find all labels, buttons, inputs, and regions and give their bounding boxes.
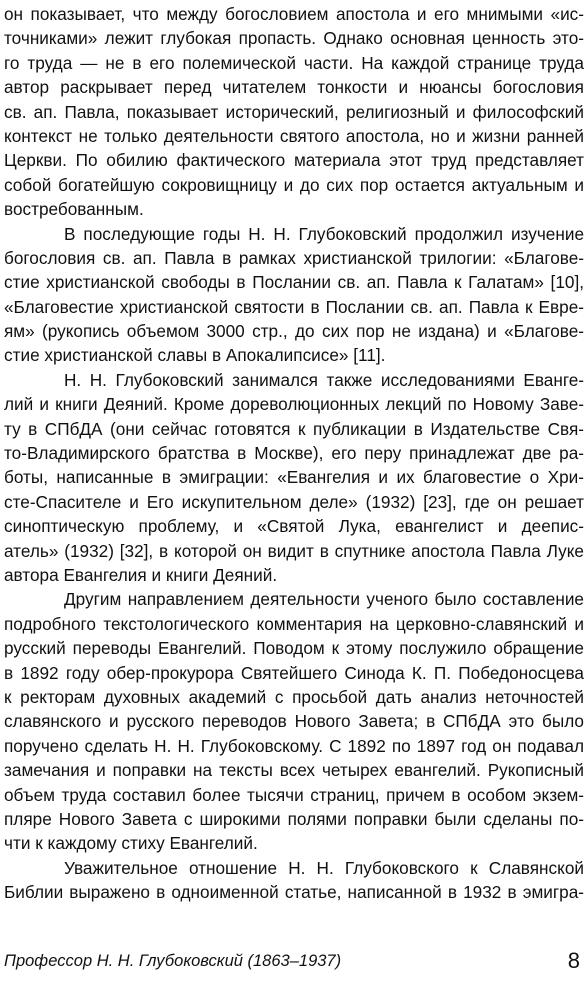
text-line: ту в СПбДА (они сейчас готовятся к публикации в Издательстве Свя- bbox=[4, 418, 584, 439]
text-line: Библии выражено в одноименной статье, написанной в 1932 в эмигра- bbox=[4, 882, 584, 903]
text-line: к ректорам духовных академий с просьбой дать анализ неточностей bbox=[4, 686, 584, 707]
text-line: замечания и поправки на тексты всех четырех евангелий. Рукописный bbox=[4, 760, 584, 781]
text-line: точниками» лежит глубокая пропасть. Однако основная ценность это- bbox=[4, 28, 584, 49]
text-line: ям» (рукопись объемом 3000 стр., до сих пор не издана) и «Благове- bbox=[4, 321, 584, 342]
text-line: синоптическую проблему, и «Святой Лука, евангелист и деепис- bbox=[4, 516, 584, 537]
text-line: объем труда составил более тысячи страниц, причем в особом экзем- bbox=[4, 784, 584, 805]
text-line: в 1892 году обер-прокурора Святейшего Синода К. П. Победоносцева bbox=[4, 662, 584, 683]
text-line: св. ап. Павла, показывает исторический, религиозный и философский bbox=[4, 101, 584, 122]
running-title: Профессор Н. Н. Глубоковский (1863–1937) bbox=[4, 952, 342, 970]
text-line: стие христианской свободы в Послании св. ап. Павла к Галатам» [10], bbox=[4, 272, 584, 293]
text-line: подробного текстологического комментария на церковно-славянский и bbox=[4, 613, 584, 634]
text-line: славянского и русского переводов Нового Завета; в СПбДА это было bbox=[4, 711, 584, 732]
body-text bbox=[4, 2, 584, 904]
page-number: 8 bbox=[567, 948, 580, 973]
page-footer bbox=[4, 950, 580, 978]
text-line: востребованным. bbox=[4, 199, 144, 220]
text-line: го труда — не в его полемической части. На каждой странице труда bbox=[4, 52, 584, 73]
text-line: чти к каждому стиху Евангелий. bbox=[4, 833, 258, 854]
paragraph-first-line: В последующие годы Н. Н. Глубоковский продолжил изучение bbox=[64, 223, 584, 244]
text-line: боты, написанные в эмиграции: «Евангелия и их благовестие о Хри- bbox=[4, 467, 584, 488]
text-line: поручено сделать Н. Н. Глубоковскому. С 1892 по 1897 год он подавал bbox=[4, 735, 584, 756]
text-line: лий и книги Деяний. Кроме дореволюционных лекций по Новому Заве- bbox=[4, 394, 584, 415]
text-line: русский переводы Евангелий. Поводом к этому послужило обращение bbox=[4, 638, 584, 659]
paragraph-first-line: Н. Н. Глубоковский занимался также исследованиями Еванге- bbox=[64, 369, 584, 390]
text-line: то-Владимирского братства в Москве), его перу принадлежат две ра- bbox=[4, 443, 584, 464]
text-line: стие христианской славы в Апокалипсисе» [11]. bbox=[4, 345, 386, 366]
text-line: богословия св. ап. Павла в рамках христианской трилогии: «Благове- bbox=[4, 247, 584, 268]
paragraph-first-line: Другим направлением деятельности ученого было составление bbox=[64, 589, 584, 610]
text-line: пляре Нового Завета с широкими полями поправки были сделаны по- bbox=[4, 808, 584, 829]
text-line: он показывает, что между богословием апостола и его мнимыми «ис- bbox=[4, 4, 584, 24]
paragraph-first-line: Уважительное отношение Н. Н. Глубоковского к Славянской bbox=[64, 857, 584, 878]
text-line: автор раскрывает перед читателем тонкости и нюансы богословия bbox=[4, 77, 584, 98]
text-line: контекст не только деятельности святого апостола, но и жизни ранней bbox=[4, 125, 584, 146]
text-line: «Благовестие христианской святости в Послании св. ап. Павла к Евре- bbox=[4, 296, 584, 317]
text-line: автора Евангелия и книги Деяний. bbox=[4, 564, 278, 585]
text-line: сте-Спасителе и Его искупительном деле» (1932) [23], где он решает bbox=[4, 491, 584, 512]
text-line: собой богатейшую сокровищницу и до сих пор остается актуальным и bbox=[4, 174, 584, 195]
text-line: Церкви. По обилию фактического материала этот труд представляет bbox=[4, 150, 584, 171]
text-line: атель» (1932) [32], в которой он видит в спутнике апостола Павла Луке bbox=[4, 540, 584, 561]
